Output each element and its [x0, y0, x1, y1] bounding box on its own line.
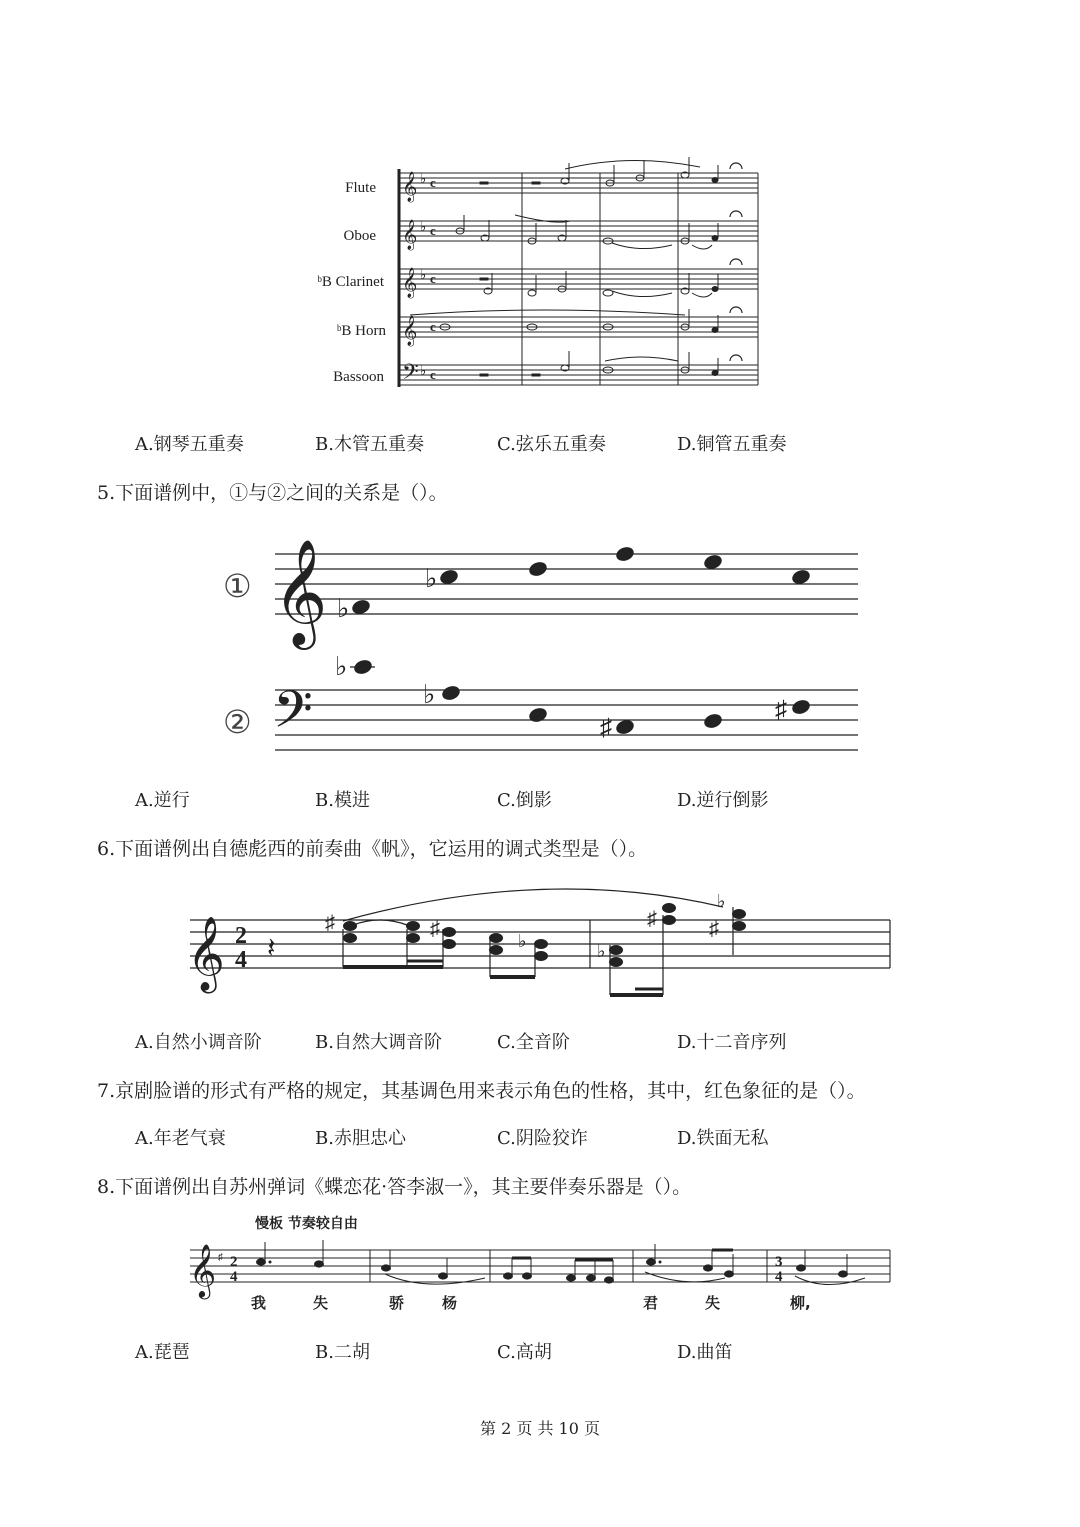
question-6: 6.下面谱例出自德彪西的前奏曲《帆》，它运用的调式类型是（）。 — [97, 838, 648, 860]
label-oboe: Oboe — [343, 228, 376, 244]
svg-text:♯: ♯ — [709, 918, 719, 940]
q4-option-c[interactable]: C.弦乐五重奏 — [497, 434, 606, 455]
q8-option-b[interactable]: B.二胡 — [315, 1342, 370, 1363]
page-footer: 第 2 页 共 10 页 — [480, 1419, 600, 1438]
q5-option-a[interactable]: A.逆行 — [135, 790, 190, 811]
q7-option-a[interactable]: A.年老气衰 — [135, 1128, 226, 1149]
q8-time1-bottom: 4 — [230, 1269, 238, 1285]
q8-tempo-marking: 慢板 节奏较自由 — [255, 1216, 358, 1232]
q7-option-b[interactable]: B.赤胆忠心 — [315, 1128, 406, 1149]
svg-text:♭: ♭ — [717, 891, 726, 911]
svg-text:𝄞: 𝄞 — [402, 316, 418, 345]
q4-option-b[interactable]: B.木管五重奏 — [315, 434, 424, 455]
staff-horn — [400, 317, 758, 337]
svg-text:♭: ♭ — [425, 564, 438, 593]
label-melody-2: ② — [223, 704, 252, 740]
lyric-5: 君 — [643, 1294, 659, 1312]
lyric-2: 失 — [313, 1294, 329, 1312]
svg-text:c: c — [430, 271, 436, 286]
q8-time2-top: 3 — [775, 1254, 783, 1270]
staff-bassoon — [400, 365, 758, 385]
q4-option-a[interactable]: A.钢琴五重奏 — [135, 434, 244, 455]
score-suzhou-tanci — [185, 1210, 895, 1320]
q7-option-c[interactable]: C.阴险狡诈 — [497, 1128, 588, 1149]
q5-option-b[interactable]: B.模进 — [315, 790, 370, 811]
lyric-4: 杨 — [442, 1294, 458, 1312]
q6-time-top: 2 — [235, 923, 247, 949]
q5-option-c[interactable]: C.倒影 — [497, 790, 552, 811]
staff-clarinet — [400, 269, 758, 289]
svg-text:𝄽: 𝄽 — [267, 933, 276, 964]
q8-time1-top: 2 — [230, 1254, 238, 1270]
lyric-6: 失 — [705, 1294, 721, 1312]
svg-text:♯: ♯ — [325, 912, 335, 934]
q4-option-d[interactable]: D.铜管五重奏 — [677, 434, 787, 455]
staff-oboe — [400, 221, 758, 241]
svg-text:c: c — [430, 367, 436, 382]
svg-text:♯: ♯ — [775, 697, 787, 723]
svg-text:♯: ♯ — [218, 1252, 223, 1263]
svg-text:𝄞: 𝄞 — [402, 268, 418, 297]
score-quintet — [300, 155, 770, 400]
svg-text:c: c — [430, 175, 436, 190]
score-melody-compare — [215, 525, 865, 760]
svg-text:♯: ♯ — [647, 908, 657, 930]
question-8: 8.下面谱例出自苏州弹词《蝶恋花·答李淑一》，其主要伴奏乐器是（）。 — [97, 1176, 692, 1198]
svg-text:♯: ♯ — [430, 918, 440, 940]
svg-text:𝄞: 𝄞 — [273, 541, 328, 643]
q6-option-b[interactable]: B.自然大调音阶 — [315, 1032, 442, 1053]
svg-text:𝄞: 𝄞 — [187, 918, 225, 989]
svg-text:♯: ♯ — [600, 715, 612, 741]
q8-option-c[interactable]: C.高胡 — [497, 1342, 552, 1363]
lyric-1: 我 — [251, 1294, 267, 1312]
q5-option-d[interactable]: D.逆行倒影 — [677, 790, 769, 811]
svg-text:c: c — [430, 319, 436, 334]
svg-text:♭: ♭ — [335, 652, 348, 681]
q8-option-a[interactable]: A.琵琶 — [135, 1342, 190, 1363]
svg-text:𝄞: 𝄞 — [402, 220, 418, 249]
label-flute: Flute — [345, 180, 376, 196]
svg-text:c: c — [430, 223, 436, 238]
label-clarinet: ᵇB Clarinet — [317, 274, 384, 290]
svg-text:♭: ♭ — [420, 219, 427, 234]
svg-text:♭: ♭ — [420, 267, 427, 282]
q7-option-d[interactable]: D.铁面无私 — [677, 1128, 769, 1149]
svg-text:𝄢: 𝄢 — [402, 360, 419, 389]
lyric-3: 骄 — [389, 1294, 405, 1312]
svg-text:♭: ♭ — [423, 680, 436, 709]
label-bassoon: Bassoon — [333, 369, 384, 385]
svg-text:𝄢: 𝄢 — [273, 683, 313, 751]
svg-text:♭: ♭ — [420, 363, 427, 378]
q8-option-d[interactable]: D.曲笛 — [677, 1342, 733, 1363]
question-7: 7.京剧脸谱的形式有严格的规定，其基调色用来表示角色的性格，其中，红色象征的是（）。 — [97, 1080, 866, 1102]
staff-flute — [400, 173, 758, 193]
svg-text:♭: ♭ — [337, 594, 350, 623]
svg-text:𝄞: 𝄞 — [402, 172, 418, 201]
q6-option-d[interactable]: D.十二音序列 — [677, 1032, 787, 1053]
q6-option-a[interactable]: A.自然小调音阶 — [135, 1032, 262, 1053]
question-5: 5.下面谱例中，①与②之间的关系是（）。 — [97, 482, 448, 504]
q6-time-bottom: 4 — [235, 947, 247, 973]
score-voiles — [185, 885, 895, 1005]
svg-text:♭: ♭ — [518, 931, 527, 951]
q8-time2-bottom: 4 — [775, 1269, 783, 1285]
q6-option-c[interactable]: C.全音阶 — [497, 1032, 570, 1053]
label-melody-1: ① — [223, 568, 252, 604]
lyric-7: 柳, — [790, 1294, 811, 1312]
svg-text:𝄞: 𝄞 — [189, 1245, 217, 1296]
svg-text:♭: ♭ — [420, 171, 427, 186]
svg-text:♭: ♭ — [597, 941, 606, 961]
label-horn: ᵇB Horn — [336, 323, 386, 339]
